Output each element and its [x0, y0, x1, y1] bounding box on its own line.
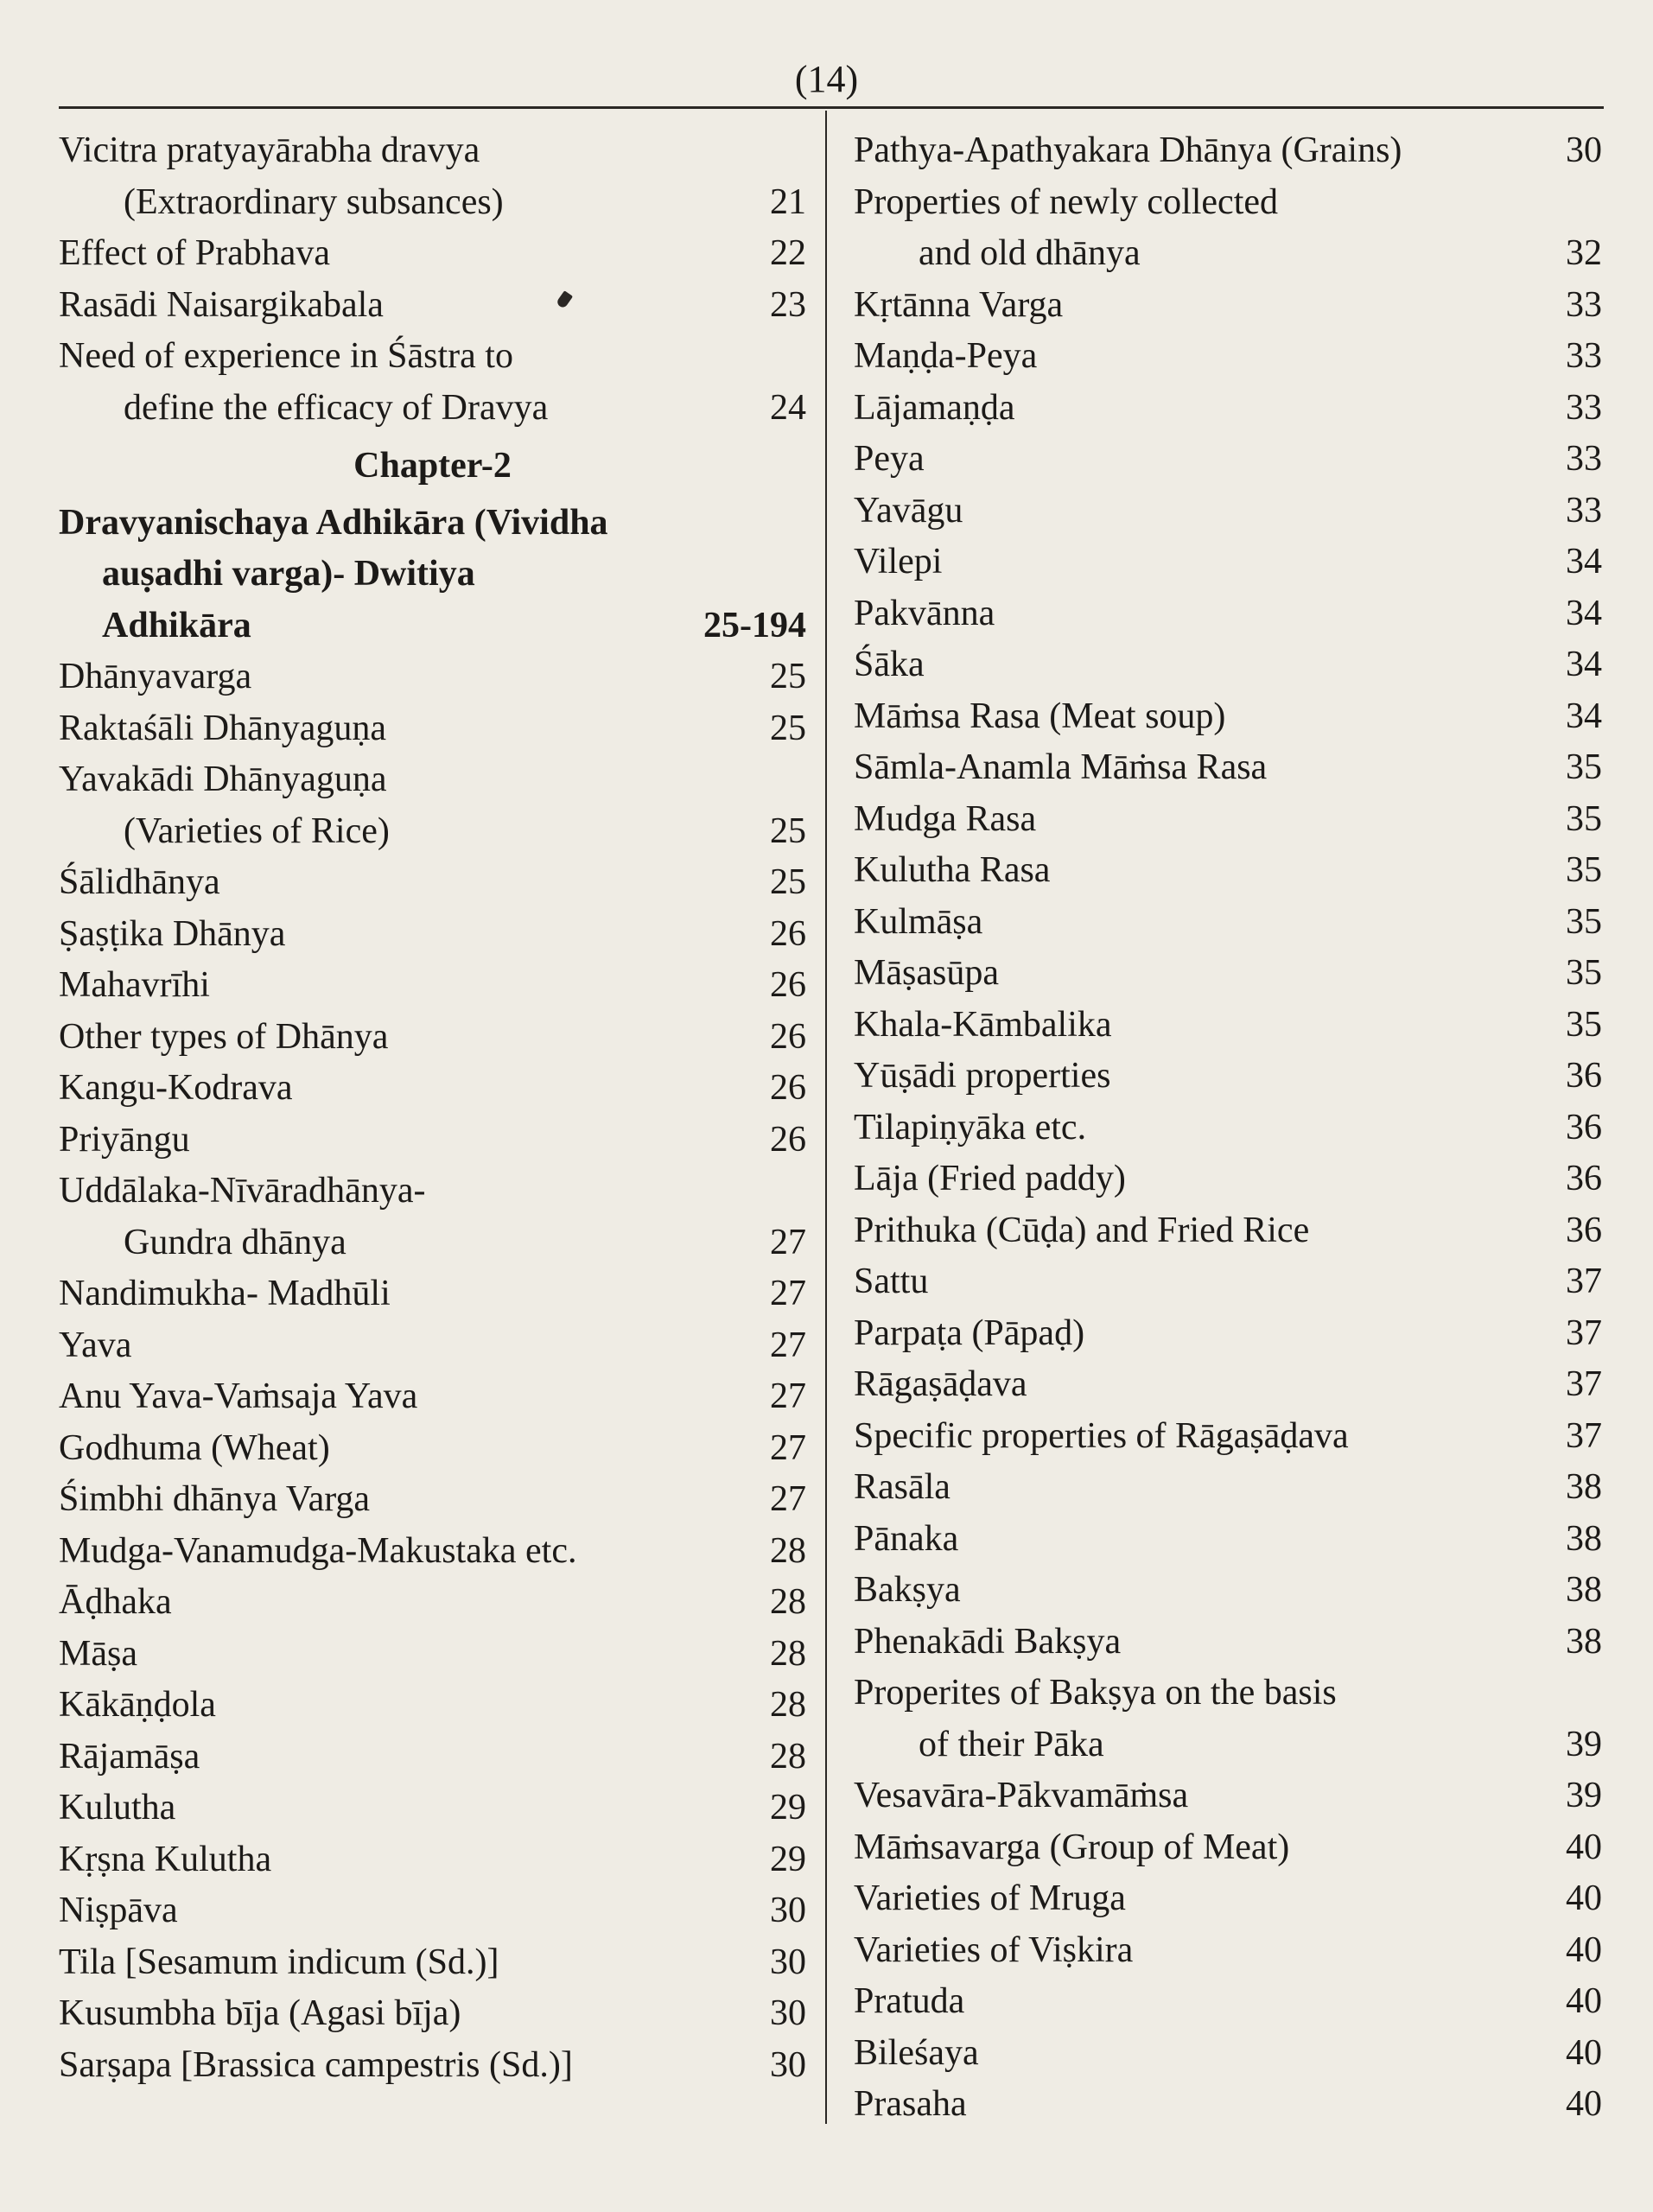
toc-entry-page: 23 [770, 284, 806, 325]
toc-entry [854, 537, 1602, 588]
toc-entry-page: 26 [770, 913, 806, 954]
toc-entry-title-line: Kangu-Kodrava [59, 1068, 293, 1108]
toc-entry-title-line: Chapter-2 [353, 446, 512, 486]
toc-entry [59, 1166, 806, 1268]
toc-entry [854, 1770, 1602, 1822]
toc-entry [854, 2028, 1602, 2080]
toc-entry-page: 35 [1566, 798, 1602, 839]
toc-entry-title-line: Gundra dhānya [124, 1222, 346, 1262]
toc-entry [59, 1937, 806, 1989]
toc-entry-page: 30 [770, 1942, 806, 1982]
toc-entry-page: 34 [1566, 542, 1602, 582]
toc-entry-title-line: Vicitra pratyayārabha dravya [59, 130, 480, 170]
toc-entry-page: 30 [770, 2044, 806, 2085]
toc-entry [854, 1514, 1602, 1566]
toc-entry-page: 21 [770, 181, 806, 222]
toc-entry-title-line: Properties of newly collected [854, 181, 1278, 222]
toc-entry-page: 28 [770, 1633, 806, 1674]
toc-entry-page: 33 [1566, 490, 1602, 531]
toc-entry-page: 27 [770, 1427, 806, 1468]
toc-entry-page: 35 [1566, 850, 1602, 890]
page-number: (14) [794, 58, 859, 100]
toc-entry-page: 37 [1566, 1415, 1602, 1456]
toc-entry-page: 30 [770, 1993, 806, 2033]
toc-entry-title-line: Yavāgu [854, 490, 963, 531]
toc-entry-page: 29 [770, 1788, 806, 1827]
toc-entry [854, 1565, 1602, 1617]
toc-entry-page: 35 [1566, 901, 1602, 942]
toc-entry-page: 35 [1566, 953, 1602, 993]
toc-entry-page: 34 [1566, 593, 1602, 633]
toc-entry [59, 228, 806, 280]
toc-entry [854, 280, 1602, 332]
toc-entry-page: 29 [770, 1839, 806, 1879]
toc-entry-page: 40 [1566, 2032, 1602, 2073]
column-divider [825, 111, 827, 2124]
toc-entry-title-line: Kṛṣna Kulutha [59, 1839, 272, 1879]
toc-entry-title-line: (Extraordinary subsances) [124, 181, 504, 222]
toc-entry [59, 703, 806, 755]
toc-entry-title-line: Kulutha Rasa [854, 850, 1051, 890]
toc-entry [59, 1834, 806, 1886]
toc-entry-page: 33 [1566, 439, 1602, 479]
toc-entry-title-line: Rājamāṣa [59, 1736, 200, 1777]
toc-entry-title-line: Pakvānna [854, 593, 995, 633]
toc-entry [854, 177, 1602, 280]
toc-entry-page: 38 [1566, 1467, 1602, 1507]
toc-entry-page: 35 [1566, 1004, 1602, 1045]
toc-entry-title-line: Varieties of Mruga [854, 1878, 1126, 1918]
toc-entry-title-line: Dhānyavarga [59, 657, 252, 696]
toc-entry-title-line: Kākāṇḍola [59, 1685, 216, 1725]
toc-entry-page: 38 [1566, 1621, 1602, 1662]
toc-entry [59, 1629, 806, 1681]
toc-entry [854, 1359, 1602, 1411]
toc-entry-title-line: Other types of Dhānya [59, 1016, 389, 1057]
toc-entry [854, 1051, 1602, 1103]
toc-entry-title-line: Maṇḍa-Peya [854, 336, 1038, 376]
toc-entry-page: 36 [1566, 1159, 1602, 1198]
toc-entry [59, 960, 806, 1012]
toc-entry-title-line: Varieties of Viṣkira [854, 1929, 1134, 1970]
toc-entry-page: 40 [1566, 1827, 1602, 1867]
toc-entry-title-line: Need of experience in Śāstra to [59, 336, 513, 376]
toc-entry-title-line: Mudga-Vanamudga-Makustaka etc. [59, 1530, 577, 1571]
toc-entry-title-line: Sattu [854, 1262, 929, 1301]
toc-entry-title-line: Vilepi [854, 542, 943, 582]
toc-entry-title-line: Properites of Bakṣya on the basis [854, 1673, 1337, 1713]
toc-entry [59, 1268, 806, 1320]
toc-entry-title-line: Rasādi Naisargikabala [59, 284, 384, 325]
toc-entry-page: 26 [770, 1068, 806, 1108]
toc-entry [59, 1371, 806, 1423]
toc-entry-page: 40 [1566, 1981, 1602, 2021]
toc-entry [854, 897, 1602, 949]
toc-entry-page: 33 [1566, 284, 1602, 325]
toc-entry-title-line: Māṣasūpa [854, 953, 999, 993]
chapter-heading [59, 434, 806, 498]
toc-entry-title-line: define the efficacy of Dravya [124, 387, 549, 428]
toc-entry-page: 28 [770, 1582, 806, 1622]
toc-entry-title-line: Adhikāra [102, 605, 251, 645]
toc-entry-page: 36 [1566, 1056, 1602, 1096]
toc-entry-title-line: Āḍhaka [59, 1582, 172, 1622]
toc-entry [59, 1988, 806, 2040]
toc-entry-page: 25 [770, 810, 806, 851]
toc-entry [59, 1012, 806, 1064]
toc-entry-title-line: Priyāngu [59, 1119, 190, 1160]
toc-entry-page: 37 [1566, 1313, 1602, 1353]
toc-entry-title-line: Tila [Sesamum indicum (Sd.)] [59, 1942, 499, 1982]
toc-entry-title-line: Ṣaṣṭika Dhānya [59, 913, 286, 954]
toc-entry [59, 1680, 806, 1732]
toc-entry-page: 34 [1566, 696, 1602, 736]
toc-entry [854, 1462, 1602, 1514]
toc-entry-title-line: Bakṣya [854, 1570, 961, 1610]
toc-entry-title-line: Rāgaṣāḍava [854, 1364, 1027, 1404]
toc-entry-page: 40 [1566, 2084, 1602, 2124]
toc-entry-page: 24 [770, 387, 806, 428]
header-rule [59, 106, 1604, 109]
toc-entry-title-line: Peya [854, 439, 925, 479]
toc-entry-title-line: Yavakādi Dhānyaguṇa [59, 760, 387, 799]
toc-entry-page: 27 [770, 1376, 806, 1416]
toc-entry [854, 1256, 1602, 1308]
toc-entry-title-line: (Varieties of Rice) [124, 810, 390, 851]
toc-entry-title-line: Śimbhi dhānya Varga [59, 1479, 371, 1519]
toc-entry [854, 639, 1602, 691]
toc-entry-page: 40 [1566, 1878, 1602, 1918]
toc-entry-page: 25 [770, 708, 806, 748]
toc-entry-title-line: Kṛtānna Varga [854, 284, 1064, 325]
toc-entry [854, 1822, 1602, 1874]
toc-entry-page: 34 [1566, 645, 1602, 684]
toc-entry-title-line: Mudga Rasa [854, 798, 1037, 839]
toc-entry-page: 27 [770, 1479, 806, 1519]
toc-entry [59, 1732, 806, 1783]
toc-entry-page: 26 [770, 965, 806, 1005]
toc-entry [59, 909, 806, 961]
toc-entry-title-line: Śālidhānya [59, 862, 220, 902]
toc-entry [854, 1668, 1602, 1770]
contents-right-column [854, 125, 1602, 2131]
toc-entry [854, 1205, 1602, 1257]
toc-entry-title-line: Tilapiṇyāka etc. [854, 1107, 1087, 1147]
toc-entry-page: 40 [1566, 1929, 1602, 1970]
toc-entry-title-line: Kulutha [59, 1788, 176, 1827]
toc-entry [59, 280, 806, 332]
toc-entry-page: 28 [770, 1685, 806, 1725]
toc-entry-page: 26 [770, 1119, 806, 1160]
toc-entry [854, 1103, 1602, 1154]
toc-entry [59, 125, 806, 228]
toc-entry [854, 2079, 1602, 2131]
toc-entry-title-line: Māṁsa Rasa (Meat soup) [854, 696, 1226, 736]
toc-entry [854, 845, 1602, 897]
toc-entry [59, 754, 806, 857]
toc-entry-title-line: Rasāla [854, 1467, 950, 1507]
toc-entry [854, 125, 1602, 177]
toc-entry-title-line: Effect of Prabhava [59, 233, 331, 273]
toc-entry-page: 39 [1566, 1724, 1602, 1764]
contents-left-column [59, 125, 806, 2091]
toc-entry-title-line: Pathya-Apathyakara Dhānya (Grains) [854, 130, 1402, 170]
toc-entry-page: 39 [1566, 1776, 1602, 1815]
toc-entry-title-line: Parpaṭa (Pāpaḍ) [854, 1313, 1085, 1353]
toc-entry-title-line: Uddālaka-Nīvāradhānya- [59, 1171, 426, 1211]
toc-entry-title-line: Raktaśāli Dhānyaguṇa [59, 708, 387, 748]
toc-entry-page: 28 [770, 1530, 806, 1571]
toc-entry [854, 691, 1602, 743]
toc-entry-title-line: Specific properties of Rāgaṣāḍava [854, 1415, 1349, 1456]
toc-entry-title-line: Khala-Kāmbalika [854, 1004, 1112, 1045]
toc-entry-title-line: of their Pāka [919, 1724, 1104, 1764]
toc-entry-page: 36 [1566, 1210, 1602, 1250]
toc-entry [59, 857, 806, 909]
section-heading [59, 498, 806, 652]
toc-entry [854, 331, 1602, 383]
toc-entry-title-line: Mahavrīhi [59, 965, 210, 1005]
toc-entry-title-line: Prasaha [854, 2084, 967, 2124]
toc-entry-page: 35 [1566, 747, 1602, 787]
toc-entry-title-line: Pratuda [854, 1981, 965, 2021]
toc-entry-title-line: Bileśaya [854, 2032, 979, 2073]
toc-entry [59, 1474, 806, 1526]
toc-entry-title-line: Kusumbha bīja (Agasi bīja) [59, 1993, 461, 2033]
toc-entry-page: 36 [1566, 1107, 1602, 1147]
toc-entry-page: 37 [1566, 1262, 1602, 1301]
toc-entry-page: 38 [1566, 1518, 1602, 1559]
toc-entry [854, 486, 1602, 537]
toc-entry-title-line: Lājamaṇḍa [854, 387, 1015, 428]
toc-entry-page: 25 [770, 657, 806, 696]
toc-entry [59, 1783, 806, 1834]
toc-entry-page: 33 [1566, 336, 1602, 376]
toc-entry [59, 1526, 806, 1578]
toc-entry-page: 22 [770, 233, 806, 273]
toc-entry-title-line: Yava [59, 1325, 132, 1365]
toc-entry [59, 2040, 806, 2092]
toc-entry [854, 1308, 1602, 1360]
toc-entry-page: 27 [770, 1325, 806, 1365]
toc-entry-page: 27 [770, 1274, 806, 1313]
toc-entry-title-line: Sarṣapa [Brassica campestris (Sd.)] [59, 2044, 573, 2085]
toc-entry [854, 434, 1602, 486]
toc-entry-title-line: and old dhānya [919, 233, 1141, 273]
toc-entry [854, 742, 1602, 794]
toc-entry [854, 1411, 1602, 1463]
toc-entry [59, 1423, 806, 1475]
toc-entry-title-line: Prithuka (Cūḍa) and Fried Rice [854, 1210, 1310, 1250]
toc-entry-title-line: Māṣa [59, 1633, 137, 1674]
toc-entry-title-line: Phenakādi Bakṣya [854, 1621, 1122, 1662]
toc-entry-page: 37 [1566, 1364, 1602, 1404]
toc-entry-page: 25 [770, 862, 806, 902]
toc-entry [59, 331, 806, 434]
toc-entry-page: 30 [1566, 130, 1602, 170]
toc-entry-title-line: Nandimukha- Madhūli [59, 1274, 391, 1313]
toc-entry [854, 1976, 1602, 2028]
toc-entry [854, 1873, 1602, 1925]
toc-entry [854, 1000, 1602, 1052]
toc-entry-title-line: Sāmla-Anamla Māṁsa Rasa [854, 747, 1268, 787]
toc-entry [854, 383, 1602, 435]
toc-entry-page: 30 [770, 1891, 806, 1930]
toc-entry-page: 26 [770, 1016, 806, 1057]
toc-entry-title-line: Niṣpāva [59, 1891, 178, 1930]
toc-entry-title-line: auṣadhi varga)- Dwitiya [102, 554, 475, 594]
toc-entry-page: 38 [1566, 1570, 1602, 1610]
toc-entry-page: 25-194 [703, 605, 806, 645]
toc-entry-page: 27 [770, 1222, 806, 1262]
toc-entry-page: 28 [770, 1736, 806, 1777]
toc-entry [854, 1925, 1602, 1977]
toc-entry-title-line: Godhuma (Wheat) [59, 1427, 330, 1468]
toc-entry-title-line: Māṁsavarga (Group of Meat) [854, 1827, 1290, 1867]
toc-entry [854, 948, 1602, 1000]
toc-entry [854, 794, 1602, 846]
toc-entry-page: 33 [1566, 387, 1602, 428]
toc-entry-title-line: Lāja (Fried paddy) [854, 1159, 1126, 1198]
toc-entry-title-line: Kulmāṣa [854, 901, 983, 942]
toc-entry [59, 1115, 806, 1166]
toc-entry [59, 1063, 806, 1115]
toc-entry-title-line: Pānaka [854, 1518, 959, 1559]
toc-entry [854, 1154, 1602, 1205]
toc-entry [59, 1320, 806, 1372]
toc-entry-title-line: Yūṣādi properties [854, 1056, 1111, 1096]
toc-entry-title-line: Anu Yava-Vaṁsaja Yava [59, 1376, 418, 1416]
toc-entry [59, 1885, 806, 1937]
toc-entry-title-line: Vesavāra-Pākvamāṁsa [854, 1776, 1189, 1815]
toc-entry [59, 1577, 806, 1629]
toc-entry [854, 588, 1602, 640]
toc-entry [59, 652, 806, 703]
toc-entry-title-line: Śāka [854, 645, 925, 684]
toc-entry-title-line: Dravyanischaya Adhikāra (Vividha [59, 502, 608, 543]
toc-entry-page: 32 [1566, 233, 1602, 273]
toc-entry [854, 1617, 1602, 1669]
